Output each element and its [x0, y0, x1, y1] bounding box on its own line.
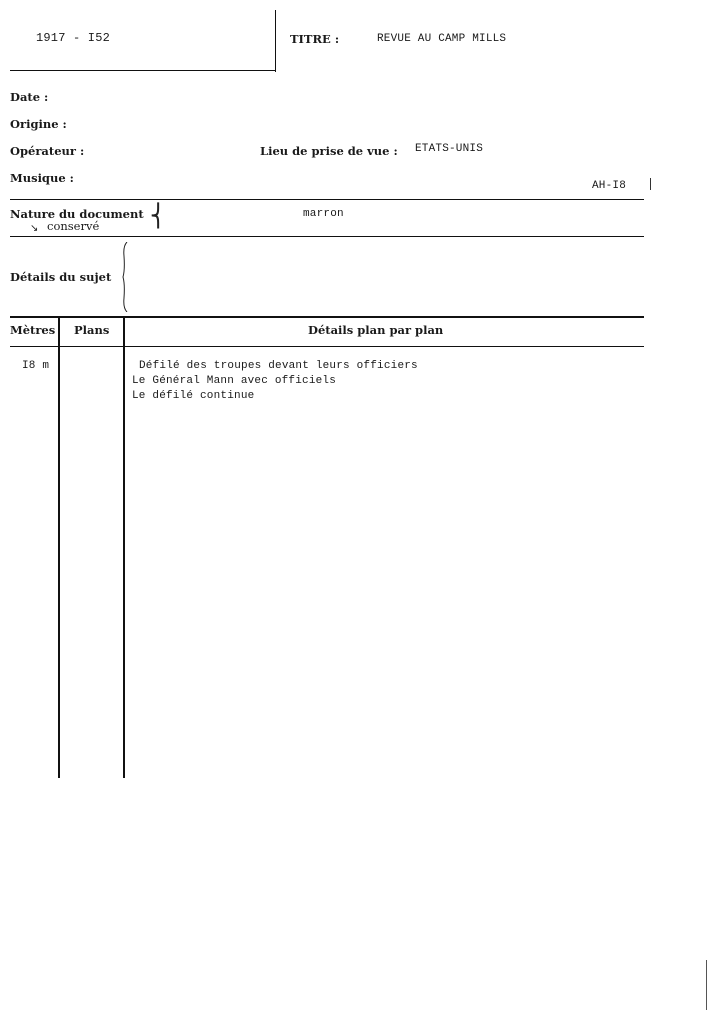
details-list: [132, 359, 418, 404]
table-header-bottom-border: [10, 346, 644, 347]
col-header-plans: Plans: [74, 323, 110, 337]
nature-value: marron: [303, 208, 344, 220]
list-item: Défilé des troupes devant leurs officiers: [139, 360, 418, 372]
sujet-label: Détails du sujet: [10, 270, 112, 284]
page-edge-mark: [706, 960, 707, 1010]
header-box-right-border: [275, 10, 276, 72]
archive-code: AH-I8: [592, 180, 627, 192]
reference-number: 1917 - I52: [36, 31, 111, 45]
margin-tick-mark: [650, 178, 651, 190]
list-item: Le défilé continue: [132, 390, 255, 402]
arrow-mark-icon: ↘: [30, 223, 39, 234]
titre-value: REVUE AU CAMP MILLS: [377, 33, 507, 45]
sujet-brace-icon: [121, 242, 129, 312]
list-item: Le Général Mann avec officiels: [132, 375, 337, 387]
separator-nature-bottom: [10, 236, 644, 237]
origine-label: Origine :: [10, 117, 67, 131]
nature-brace-icon: ⎨: [150, 204, 167, 229]
lieu-label: Lieu de prise de vue :: [260, 144, 398, 158]
col-header-details: Détails plan par plan: [308, 323, 444, 337]
col-divider-2: [123, 318, 125, 778]
brace-icon: [121, 242, 129, 312]
operateur-label: Opérateur :: [10, 144, 85, 158]
separator-nature-top: [10, 199, 644, 200]
titre-label: TITRE :: [290, 32, 340, 46]
metres-value: I8 m: [22, 360, 50, 372]
nature-label-line2: conservé: [47, 219, 100, 233]
header-box-bottom-border: [10, 70, 276, 71]
col-header-metres: Mètres: [10, 323, 56, 337]
date-label: Date :: [10, 90, 49, 104]
table-top-border: [10, 316, 644, 318]
nature-label-line1: Nature du document: [10, 207, 144, 221]
musique-label: Musique :: [10, 171, 74, 185]
col-divider-1: [58, 318, 60, 778]
lieu-value: ETATS-UNIS: [415, 143, 484, 155]
